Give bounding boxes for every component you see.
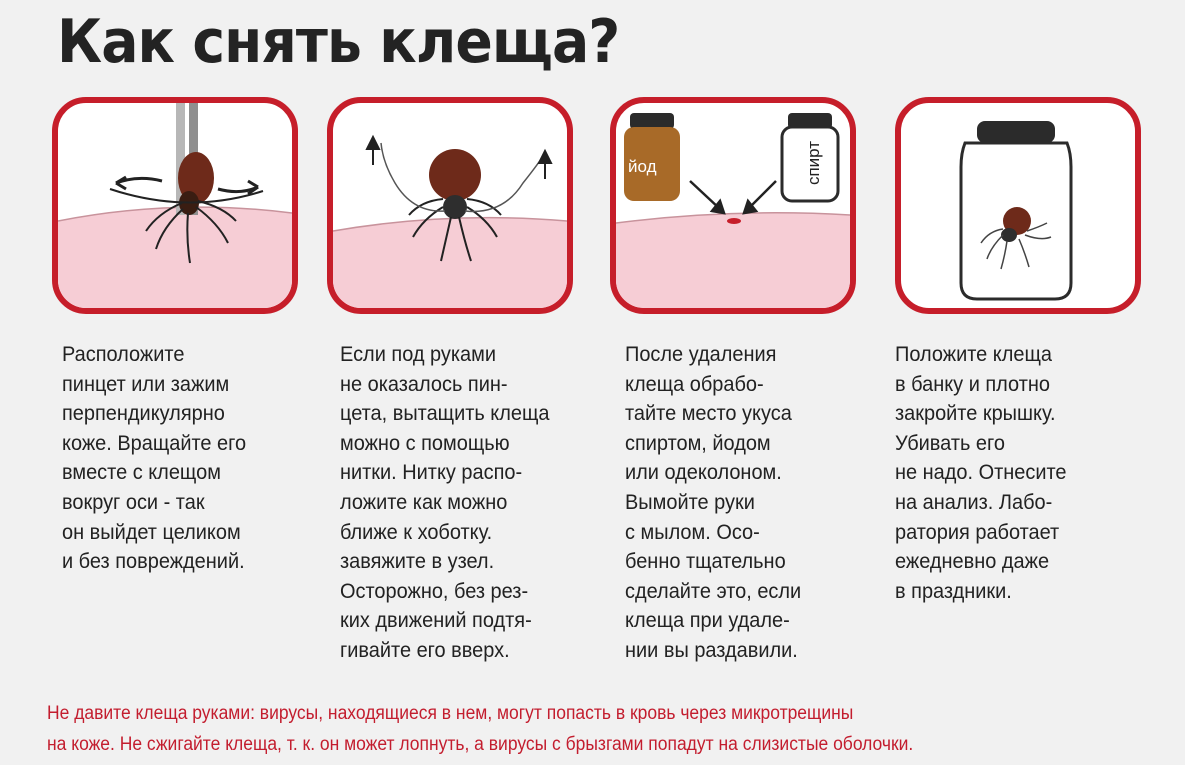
step-3-text: После удаления клеща обрабо- тайте место укуса спиртом, йодом или одеколоном. Вымойте руки с мылом. Осо- бенно тщательно сделайте это, если клеща при удале- нии вы раздавили.	[625, 343, 802, 662]
step-2-illustration	[327, 97, 573, 314]
jar-icon	[901, 103, 1135, 308]
step-4-text: Положите клеща в банку и плотно закройте крышку. Убивать его не надо. Отнесите на анализ. Лабо- ратория работает ежедневно даже в праздники.	[895, 343, 1067, 603]
step-4-illustration	[895, 97, 1141, 314]
disinfect-bottles-icon	[616, 103, 850, 308]
alcohol-label: спирт	[804, 140, 824, 186]
thread-pull-icon	[333, 103, 567, 308]
step-3-illustration	[610, 97, 856, 314]
step-1-illustration	[52, 97, 298, 314]
step-2-text: Если под руками не оказалось пин- цета, вытащить клеща можно с помощью нитки. Нитку распо- ложите как можно ближе к хоботку. завяжите в узел. Осторожно, без рез- ких движений подтя- гивайте его вверх.	[340, 343, 550, 662]
step-1-text: Расположите пинцет или зажим перпендикулярно коже. Вращайте его вместе с клещом вокруг оси - так он выйдет целиком и без повреждений.	[62, 343, 247, 574]
iodine-label: йод	[628, 157, 657, 176]
page-title: Как снять клеща?	[57, 7, 620, 77]
tweezers-rotate-icon	[58, 103, 292, 308]
warning-note: Не давите клеща руками: вирусы, находящиеся в нем, могут попасть в кровь через микротрещины на коже. Не сжигайте клеща, т. к. он может лопнуть, а вирусы с брызгами попадут на слизистые оболочки.	[47, 703, 914, 755]
